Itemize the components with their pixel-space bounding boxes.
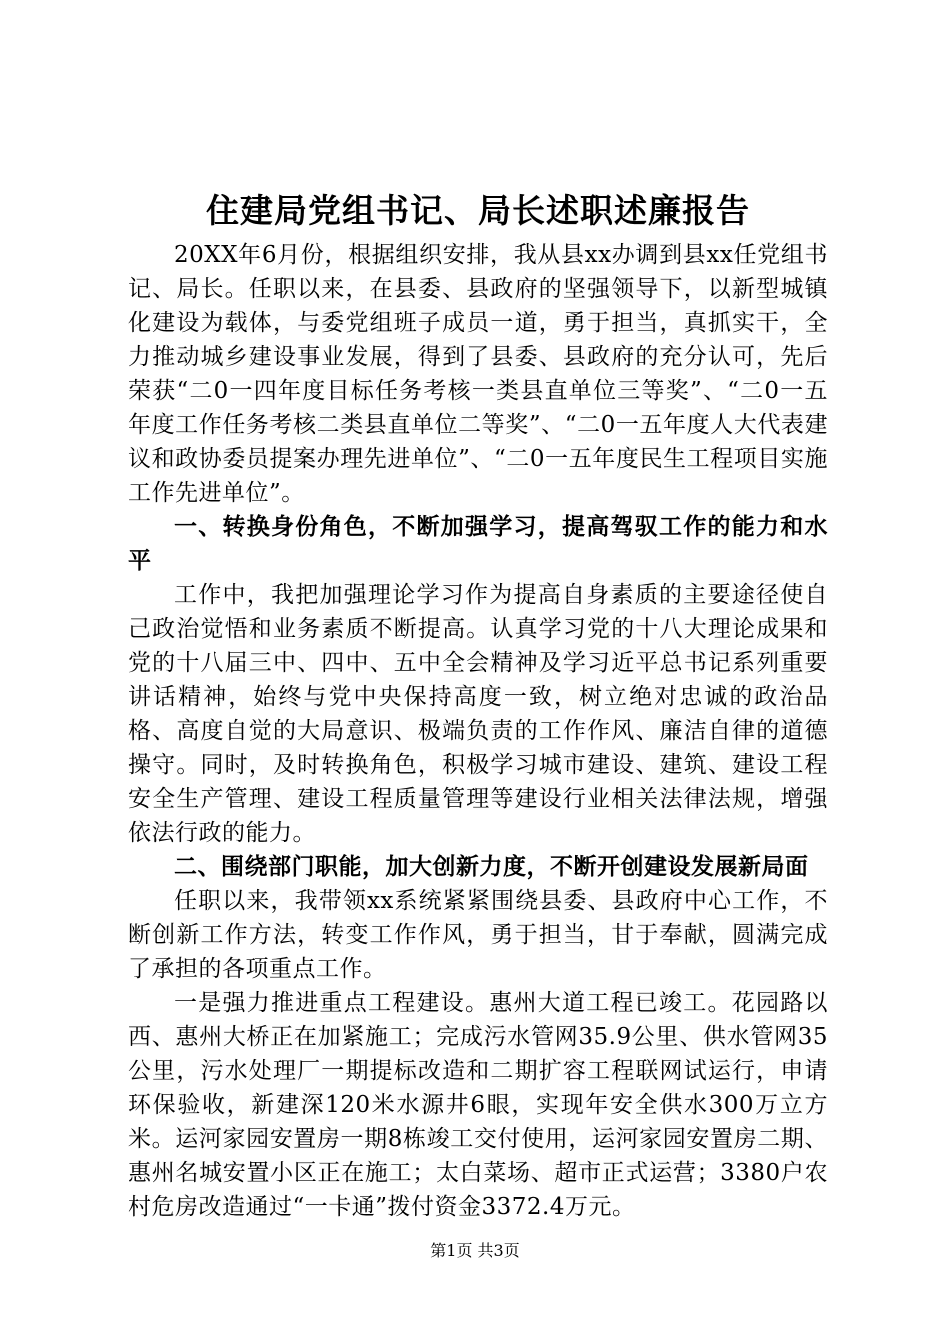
document-title: 住建局党组书记、局长述职述廉报告	[206, 191, 750, 230]
section-1-heading: 一、转换身份角色，不断加强学习，提高驾驭工作的能力和水平	[128, 514, 828, 574]
page-number-footer: 第1页 共3页	[430, 1241, 520, 1260]
section-2-paragraph-2: 一是强力推进重点工程建设。惠州大道工程已竣工。花园路以西、惠州大桥正在加紧施工；完成污水管网35.9公里、供水管网35公里，污水处理厂一期提标改造和二期扩容工程联网试运行，申请环保验收，新建深120米水源井6眼，实现年安全供水300万立方米。运河家园安置房一期8栋竣工交付使用，运河家园安置房二期、惠州名城安置小区正在施工；太白菜场、超市正式运营；3380户农村危房改造通过“一卡通”拨付资金3372.4万元。	[128, 990, 828, 1220]
document-body	[128, 188, 828, 1224]
intro-paragraph: 20XX年6月份，根据组织安排，我从县xx办调到县xx任党组书记、局长。任职以来，在县委、县政府的坚强领导下，以新型城镇化建设为载体，与委党组班子成员一道，勇于担当，真抓实干，全力推动城乡建设事业发展，得到了县委、县政府的充分认可，先后荣获“二0一四年度目标任务考核一类县直单位三等奖”、“二0一五年度工作任务考核二类县直单位二等奖”、“二0一五年度人大代表建议和政协委员提案办理先进单位”、“二0一五年度民生工程项目实施工作先进单位”。	[128, 242, 828, 506]
section-2-paragraph-1: 任职以来，我带领xx系统紧紧围绕县委、县政府中心工作，不断创新工作方法，转变工作作风，勇于担当，甘于奉献，圆满完成了承担的各项重点工作。	[128, 888, 828, 982]
section-2-heading: 二、围绕部门职能，加大创新力度，不断开创建设发展新局面	[174, 854, 809, 880]
section-1-paragraph: 工作中，我把加强理论学习作为提高自身素质的主要途径使自己政治觉悟和业务素质不断提高。认真学习党的十八大理论成果和党的十八届三中、四中、五中全会精神及学习近平总书记系列重要讲话精神，始终与党中央保持高度一致，树立绝对忠诚的政治品格、高度自觉的大局意识、极端负责的工作作风、廉洁自律的道德操守。同时，及时转换角色，积极学习城市建设、建筑、建设工程安全生产管理、建设工程质量管理等建设行业相关法律法规，增强依法行政的能力。	[128, 582, 828, 846]
